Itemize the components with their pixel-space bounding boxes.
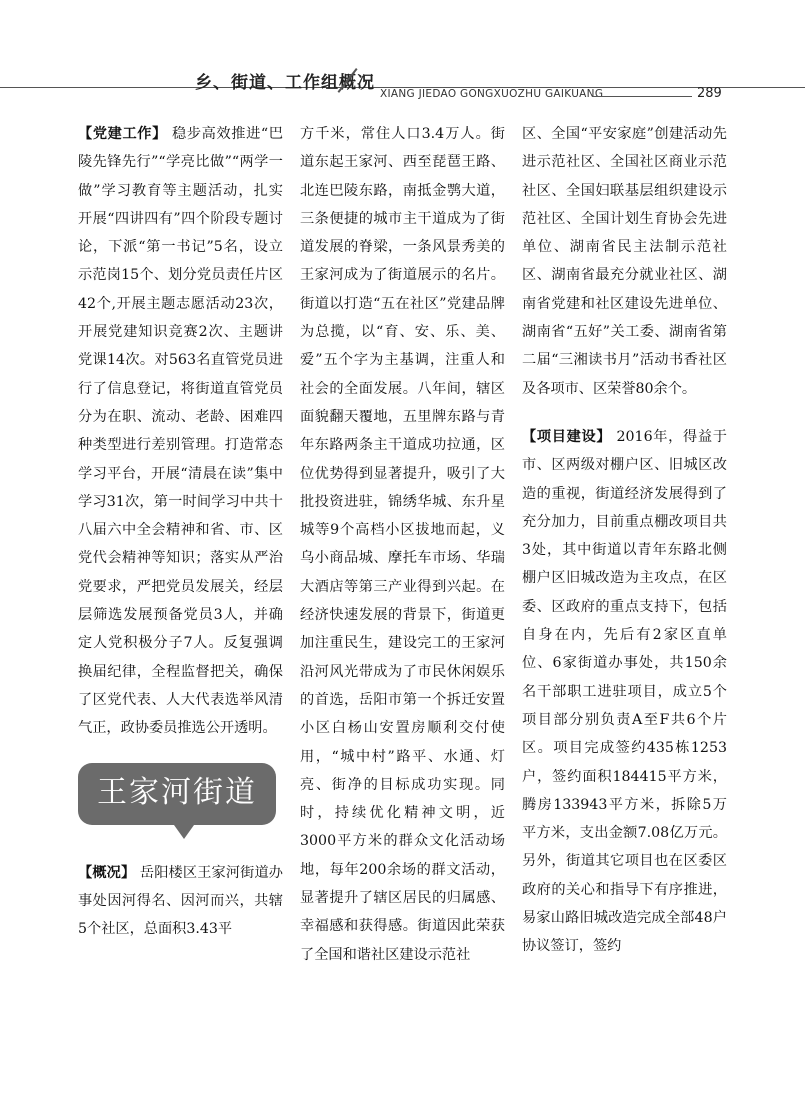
section-title: 王家河街道 [97, 775, 257, 811]
section-heading-box [78, 763, 276, 825]
page-number: 289 [697, 86, 722, 101]
pinyin-rule [592, 96, 692, 97]
column-right [522, 120, 727, 961]
project-text: 2016年，得益于市、区两级对棚户区、旧城区改造的重视，街道经济发展得到了充分加力，目前重点棚改项目共3处，其中街道以青年东路北侧棚户区旧城改造为主攻点，在区委、区政府的重点支持下，包括自身在内，先后有2家区直单位、6家街道办事处，共150余名干部职工进驻项目，成立5个项目部分别负责A至F共6个片区。项目完成签约435栋1253户，签约面积184415平方米，腾房133943平方米，拆除5万平方米，支出金额7.08亿万元。另外，街道其它项目也在区委区政府的关心和指导下有序推进，易家山路旧城改造完成全部48户协议签订，签约 [522, 428, 727, 955]
honors-paragraph: 区、全国“平安家庭”创建活动先进示范社区、全国社区商业示范社区、全国妇联基层组织建设示范社区、全国计划生育协会先进单位、湖南省民主法制示范社区、湖南省最充分就业社区、湖南省党建和社区建设先进单位、湖南省“五好”关工委、湖南省第二届“三湘读书月”活动书香社区及各项市、区荣誉80余个。 [522, 126, 727, 397]
overview-text: 岳阳楼区王家河街道办事处因河得名、因河而兴，共辖5个社区，总面积3.43平 [78, 864, 283, 938]
column-left [78, 120, 283, 943]
overview-continued-paragraph: 方千米，常住人口3.4万人。街道东起王家河、西至琵琶王路、北连巴陵东路，南抵金鹗大道，三条便捷的城市主干道成为了街道发展的脊梁，一条风景秀美的王家河成为了街道展示的名片。街道以打造“五在社区”党建品牌为总揽，以“育、安、乐、美、爱”五个字为主基调，注重人和社会的全面发展。八年间，辖区面貌翻天覆地，五里牌东路与青年东路两条主干道成功拉通，区位优势得到显著提升，吸引了大批投资进驻，锦绣华城、东升星城等9个高档小区拔地而起，义乌小商品城、摩托车市场、华瑞大酒店等第三产业得到兴起。在经济快速发展的背景下，街道更加注重民生，建设完工的王家河沿河风光带成为了市民休闲娱乐的首选，岳阳市第一个拆迁安置小区白杨山安置房顺利交付使用，“城中村”路平、水通、灯亮、街净的目标成功实现。同时，持续优化精神文明，近3000平方米的群众文化活动场地，每年200余场的群文活动，显著提升了辖区居民的归属感、幸福感和获得感。街道因此荣获了全国和谐社区建设示范社 [300, 126, 505, 963]
project-paragraph [522, 423, 727, 961]
chapter-title: 乡、街道、工作组概况 [195, 73, 375, 93]
party-building-paragraph [78, 120, 283, 743]
column-middle [300, 120, 505, 969]
chapter-title-pinyin: XIANG JIEDAO GONGXUOZHU GAIKUANG [380, 88, 604, 100]
party-building-text: 稳步高效推进“巴陵先锋先行”“学亮比做”“两学一做”学习教育等主题活动，扎实开展“四讲四有”四个阶段专题讨论，下派“第一书记”5名，设立示范岗15个、划分党员责任片区42个,开展主题志愿活动23次，开展党建知识竞赛2次、主题讲党课14次。对563名直管党员进行了信息登记，将街道直管党员分为在职、流动、老龄、困难四种类型进行差别管理。打造常态学习平台，开展“清晨在读”集中学习31次，第一时间学习中共十八届六中全会精神和省、市、区党代会精神等知识；落实从严治党要求，严把党员发展关，经层层筛选发展预备党员3人，并确定人党积极分子7人。反复强调换届纪律，全程监督把关，确保了区党代表、人大代表选举风清气正，政协委员推选公开透明。 [78, 126, 283, 737]
overview-tag: 【概况】 [78, 864, 136, 881]
overview-paragraph [78, 859, 283, 944]
project-tag: 【项目建设】 [522, 428, 612, 445]
page-header [0, 0, 805, 110]
party-building-tag: 【党建工作】 [78, 126, 167, 142]
